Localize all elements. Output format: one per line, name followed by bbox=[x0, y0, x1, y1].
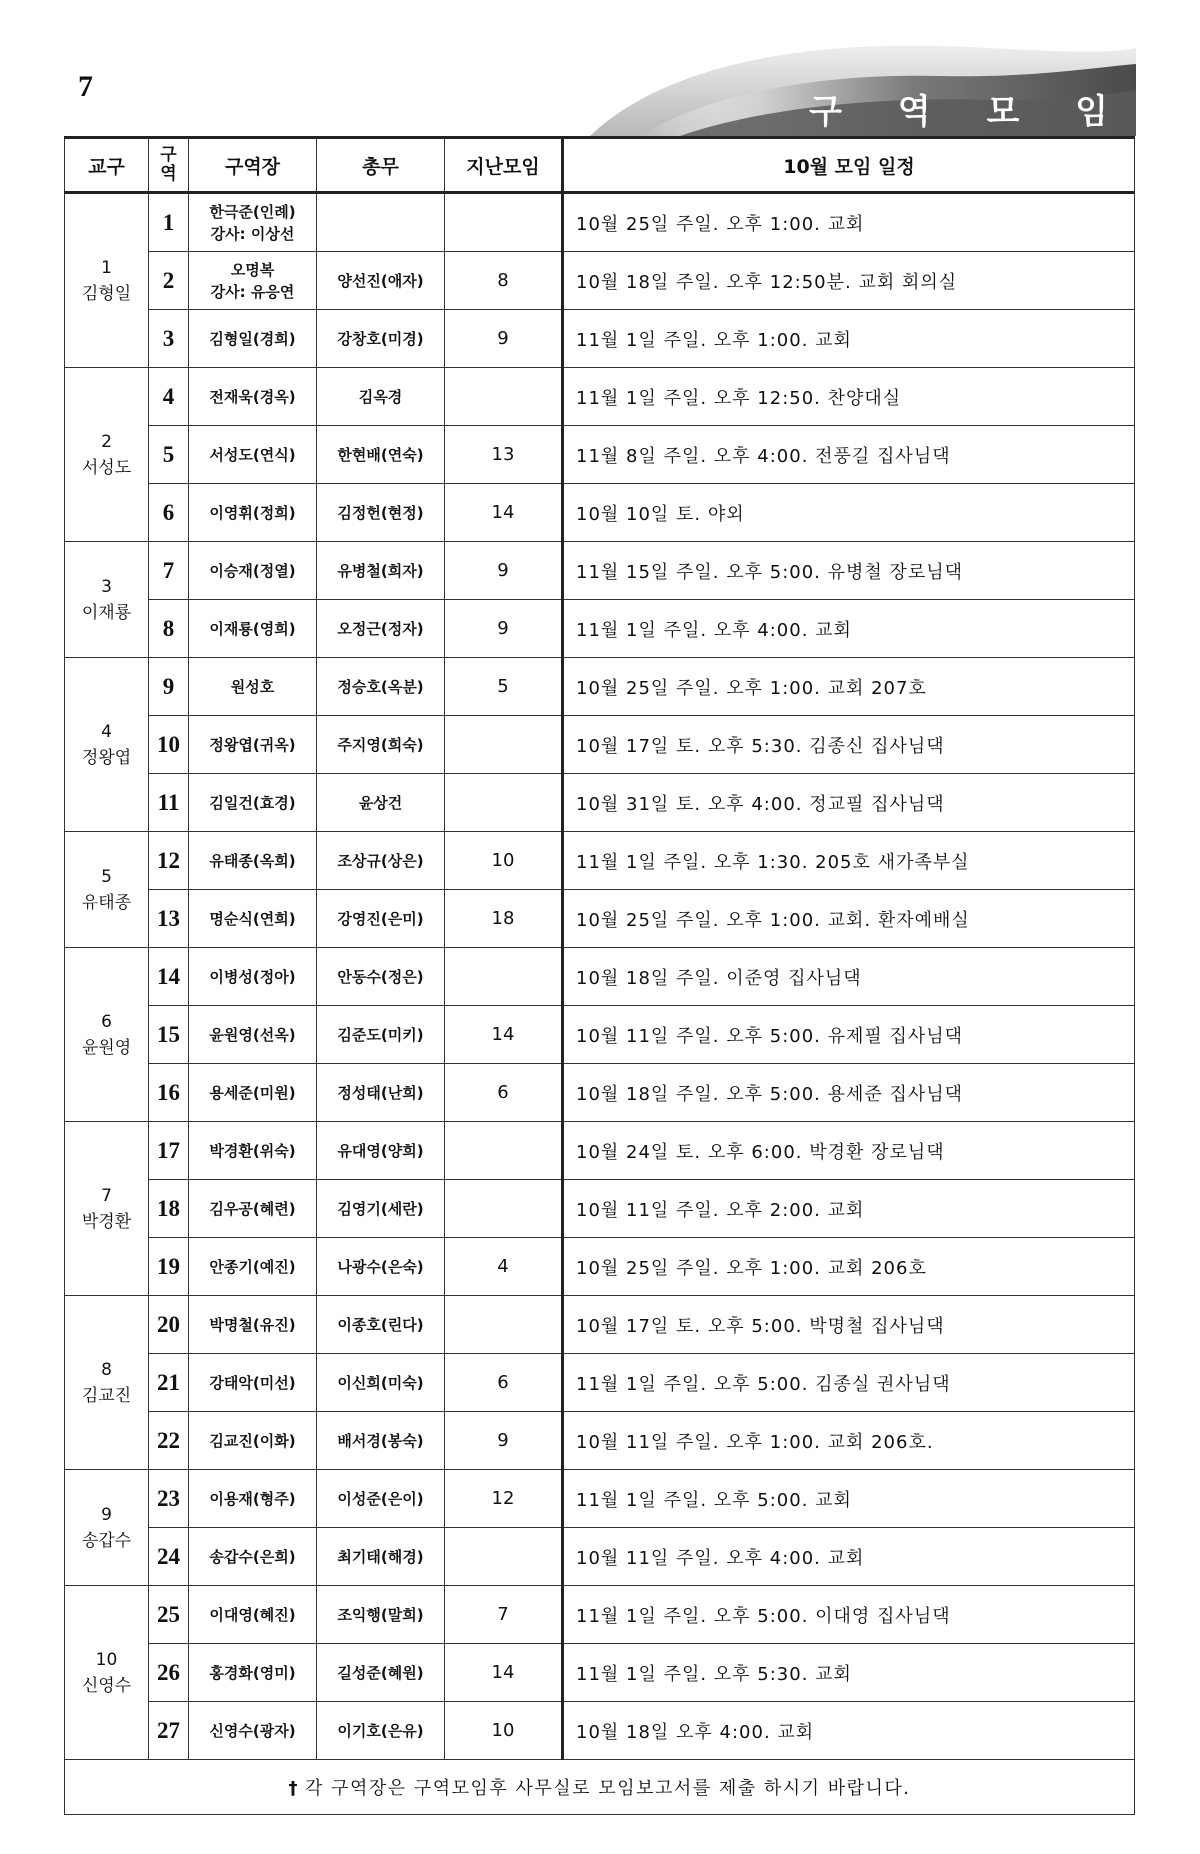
cell-group-schedule-table bbox=[64, 136, 1135, 1815]
leader-cell bbox=[189, 484, 317, 542]
last-meeting-cell bbox=[445, 948, 563, 1006]
leader-cell bbox=[189, 542, 317, 600]
leader-name: 이재룡(영희) bbox=[209, 619, 296, 638]
treasurer-cell: 조상규(상은) bbox=[317, 832, 445, 890]
footer-note-cell bbox=[65, 1760, 1135, 1815]
treasurer-cell: 정성태(난희) bbox=[317, 1064, 445, 1122]
last-meeting-cell: 9 bbox=[445, 310, 563, 368]
schedule-cell: 11월 1일 주일. 오후 5:00. 이대영 집사님댁 bbox=[563, 1586, 1135, 1644]
group-number: 27 bbox=[149, 1702, 189, 1760]
last-meeting-cell: 6 bbox=[445, 1064, 563, 1122]
last-meeting-cell bbox=[445, 1528, 563, 1586]
last-meeting-cell: 10 bbox=[445, 832, 563, 890]
table-row bbox=[65, 1064, 1135, 1122]
group-number: 8 bbox=[149, 600, 189, 658]
schedule-cell: 10월 18일 주일. 오후 5:00. 용세준 집사님댁 bbox=[563, 1064, 1135, 1122]
leader-cell bbox=[189, 368, 317, 426]
leader-cell bbox=[189, 1354, 317, 1412]
table-row bbox=[65, 1528, 1135, 1586]
leader-name: 원성호 bbox=[230, 677, 275, 696]
treasurer-cell: 오정근(정자) bbox=[317, 600, 445, 658]
leader-cell bbox=[189, 1238, 317, 1296]
district-cell bbox=[65, 1470, 149, 1586]
district-cell bbox=[65, 1296, 149, 1470]
last-meeting-cell bbox=[445, 1180, 563, 1238]
header-last-meeting: 지난모임 bbox=[445, 138, 563, 193]
group-number: 25 bbox=[149, 1586, 189, 1644]
leader-name: 용세준(미원) bbox=[209, 1083, 296, 1102]
leader-cell bbox=[189, 1006, 317, 1064]
schedule-cell: 11월 8일 주일. 오후 4:00. 전풍길 집사님댁 bbox=[563, 426, 1135, 484]
district-cell bbox=[65, 948, 149, 1122]
leader-name: 김형일(경희) bbox=[209, 329, 296, 348]
table-row bbox=[65, 716, 1135, 774]
leader-cell bbox=[189, 658, 317, 716]
schedule-cell: 10월 24일 토. 오후 6:00. 박경환 장로님댁 bbox=[563, 1122, 1135, 1180]
table-row bbox=[65, 658, 1135, 716]
leader-name: 이용재(형주) bbox=[209, 1489, 296, 1508]
district-number: 3 bbox=[101, 576, 112, 597]
treasurer-cell: 최기태(해경) bbox=[317, 1528, 445, 1586]
last-meeting-cell: 9 bbox=[445, 600, 563, 658]
last-meeting-cell: 5 bbox=[445, 658, 563, 716]
leader-cell bbox=[189, 832, 317, 890]
last-meeting-cell: 9 bbox=[445, 1412, 563, 1470]
district-pastor: 김교진 bbox=[81, 1385, 132, 1406]
treasurer-cell: 이기호(은유) bbox=[317, 1702, 445, 1760]
group-number: 17 bbox=[149, 1122, 189, 1180]
schedule-cell: 10월 11일 주일. 오후 4:00. 교회 bbox=[563, 1528, 1135, 1586]
group-number: 1 bbox=[149, 193, 189, 252]
schedule-cell: 10월 18일 주일. 이준영 집사님댁 bbox=[563, 948, 1135, 1006]
group-number: 16 bbox=[149, 1064, 189, 1122]
group-number: 9 bbox=[149, 658, 189, 716]
last-meeting-cell: 14 bbox=[445, 1006, 563, 1064]
treasurer-cell: 강영진(은미) bbox=[317, 890, 445, 948]
leader-name: 박명철(유진) bbox=[209, 1315, 296, 1334]
district-pastor: 박경환 bbox=[81, 1211, 132, 1232]
district-number: 6 bbox=[101, 1011, 112, 1032]
district-cell bbox=[65, 1122, 149, 1296]
leader-name: 전재욱(경옥) bbox=[209, 387, 296, 406]
group-number: 11 bbox=[149, 774, 189, 832]
leader-cell bbox=[189, 1296, 317, 1354]
last-meeting-cell: 4 bbox=[445, 1238, 563, 1296]
district-number: 8 bbox=[101, 1359, 112, 1380]
leader-name: 이대영(혜진) bbox=[209, 1605, 296, 1624]
leader-cell bbox=[189, 193, 317, 252]
district-cell bbox=[65, 832, 149, 948]
district-pastor: 이재룡 bbox=[81, 602, 132, 623]
table-row bbox=[65, 1412, 1135, 1470]
schedule-cell: 10월 11일 주일. 오후 1:00. 교회 206호. bbox=[563, 1412, 1135, 1470]
group-number: 12 bbox=[149, 832, 189, 890]
leader-cell bbox=[189, 310, 317, 368]
header-district: 교구 bbox=[65, 138, 149, 193]
group-number: 3 bbox=[149, 310, 189, 368]
table-row bbox=[65, 600, 1135, 658]
table-row bbox=[65, 1470, 1135, 1528]
table-row bbox=[65, 368, 1135, 426]
schedule-cell: 11월 1일 주일. 오후 1:00. 교회 bbox=[563, 310, 1135, 368]
schedule-cell: 10월 11일 주일. 오후 2:00. 교회 bbox=[563, 1180, 1135, 1238]
leader-name: 홍경화(영미) bbox=[209, 1663, 296, 1682]
district-pastor: 유태종 bbox=[81, 892, 132, 913]
leader-name: 오명복 bbox=[230, 260, 275, 279]
group-number: 22 bbox=[149, 1412, 189, 1470]
treasurer-cell: 유대영(양희) bbox=[317, 1122, 445, 1180]
treasurer-cell: 정승호(옥분) bbox=[317, 658, 445, 716]
header-leader: 구역장 bbox=[189, 138, 317, 193]
leader-cell bbox=[189, 1586, 317, 1644]
treasurer-cell: 김옥경 bbox=[317, 368, 445, 426]
schedule-cell: 10월 25일 주일. 오후 1:00. 교회. 환자예배실 bbox=[563, 890, 1135, 948]
last-meeting-cell: 6 bbox=[445, 1354, 563, 1412]
schedule-cell: 10월 11일 주일. 오후 5:00. 유제필 집사님댁 bbox=[563, 1006, 1135, 1064]
schedule-cell: 10월 25일 주일. 오후 1:00. 교회 207호 bbox=[563, 658, 1135, 716]
section-title: 구 역 모 임 bbox=[809, 92, 1130, 132]
last-meeting-cell bbox=[445, 1122, 563, 1180]
table-row bbox=[65, 1644, 1135, 1702]
schedule-cell: 11월 1일 주일. 오후 5:00. 교회 bbox=[563, 1470, 1135, 1528]
last-meeting-cell: 7 bbox=[445, 1586, 563, 1644]
leader-name: 안종기(예진) bbox=[209, 1257, 296, 1276]
table-row bbox=[65, 832, 1135, 890]
schedule-cell: 11월 15일 주일. 오후 5:00. 유병철 장로님댁 bbox=[563, 542, 1135, 600]
header-schedule: 10월 모임 일정 bbox=[563, 138, 1135, 193]
last-meeting-cell: 13 bbox=[445, 426, 563, 484]
table-row bbox=[65, 774, 1135, 832]
leader-name: 명순식(연희) bbox=[209, 909, 296, 928]
schedule-cell: 10월 31일 토. 오후 4:00. 정교필 집사님댁 bbox=[563, 774, 1135, 832]
cross-icon: † bbox=[288, 1778, 299, 1799]
district-number: 9 bbox=[101, 1504, 112, 1525]
district-number: 1 bbox=[101, 257, 112, 278]
treasurer-cell: 김영기(세란) bbox=[317, 1180, 445, 1238]
leader-name: 유태종(옥희) bbox=[209, 851, 296, 870]
treasurer-cell: 이종호(린다) bbox=[317, 1296, 445, 1354]
leader-name: 이영휘(정희) bbox=[209, 503, 296, 522]
schedule-cell: 11월 1일 주일. 오후 5:00. 김종실 권사님댁 bbox=[563, 1354, 1135, 1412]
leader-name: 서성도(연식) bbox=[209, 445, 296, 464]
last-meeting-cell bbox=[445, 774, 563, 832]
last-meeting-cell bbox=[445, 368, 563, 426]
district-pastor: 김형일 bbox=[81, 283, 132, 304]
table-row bbox=[65, 310, 1135, 368]
schedule-cell: 10월 25일 주일. 오후 1:00. 교회 206호 bbox=[563, 1238, 1135, 1296]
district-cell bbox=[65, 368, 149, 542]
treasurer-cell: 한현배(연숙) bbox=[317, 426, 445, 484]
group-number: 23 bbox=[149, 1470, 189, 1528]
treasurer-cell: 양선진(애자) bbox=[317, 252, 445, 310]
last-meeting-cell: 14 bbox=[445, 1644, 563, 1702]
header-treasurer: 총무 bbox=[317, 138, 445, 193]
leader-cell bbox=[189, 252, 317, 310]
leader-name: 정왕엽(귀옥) bbox=[209, 735, 296, 754]
schedule-cell: 11월 1일 주일. 오후 4:00. 교회 bbox=[563, 600, 1135, 658]
group-number: 26 bbox=[149, 1644, 189, 1702]
leader-cell bbox=[189, 1122, 317, 1180]
district-number: 7 bbox=[101, 1185, 112, 1206]
schedule-cell: 10월 18일 오후 4:00. 교회 bbox=[563, 1702, 1135, 1760]
leader-cell bbox=[189, 1470, 317, 1528]
leader-cell bbox=[189, 1180, 317, 1238]
group-number: 14 bbox=[149, 948, 189, 1006]
group-number: 10 bbox=[149, 716, 189, 774]
leader-name: 윤원영(선옥) bbox=[209, 1025, 296, 1044]
last-meeting-cell: 18 bbox=[445, 890, 563, 948]
last-meeting-cell: 14 bbox=[445, 484, 563, 542]
leader-name: 김일건(효경) bbox=[209, 793, 296, 812]
district-number: 5 bbox=[101, 866, 112, 887]
treasurer-cell: 조익행(말희) bbox=[317, 1586, 445, 1644]
treasurer-cell: 윤상건 bbox=[317, 774, 445, 832]
district-pastor: 신영수 bbox=[81, 1675, 132, 1696]
district-cell bbox=[65, 1586, 149, 1760]
group-number: 7 bbox=[149, 542, 189, 600]
table-row bbox=[65, 890, 1135, 948]
district-pastor: 서성도 bbox=[81, 457, 132, 478]
treasurer-cell bbox=[317, 193, 445, 252]
treasurer-cell: 주지영(희숙) bbox=[317, 716, 445, 774]
district-number: 10 bbox=[95, 1649, 118, 1670]
treasurer-cell: 유병철(희자) bbox=[317, 542, 445, 600]
leader-name: 강태악(미선) bbox=[209, 1373, 296, 1392]
table-row bbox=[65, 1006, 1135, 1064]
group-number: 15 bbox=[149, 1006, 189, 1064]
last-meeting-cell: 10 bbox=[445, 1702, 563, 1760]
treasurer-cell: 이신희(미숙) bbox=[317, 1354, 445, 1412]
treasurer-cell: 나광수(은숙) bbox=[317, 1238, 445, 1296]
table-row bbox=[65, 542, 1135, 600]
group-number: 5 bbox=[149, 426, 189, 484]
group-number: 24 bbox=[149, 1528, 189, 1586]
schedule-cell: 10월 18일 주일. 오후 12:50분. 교회 회의실 bbox=[563, 252, 1135, 310]
footer-note: 각 구역장은 구역모임후 사무실로 모임보고서를 제출 하시기 바랍니다. bbox=[304, 1778, 911, 1799]
table-row bbox=[65, 948, 1135, 1006]
footer-row bbox=[65, 1760, 1135, 1815]
leader-name: 박경환(위숙) bbox=[209, 1141, 296, 1160]
last-meeting-cell: 8 bbox=[445, 252, 563, 310]
schedule-cell: 10월 25일 주일. 오후 1:00. 교회 bbox=[563, 193, 1135, 252]
district-pastor: 정왕엽 bbox=[81, 747, 132, 768]
table-row bbox=[65, 1238, 1135, 1296]
district-cell bbox=[65, 658, 149, 832]
district-pastor: 송갑수 bbox=[81, 1530, 132, 1551]
last-meeting-cell bbox=[445, 193, 563, 252]
last-meeting-cell: 12 bbox=[445, 1470, 563, 1528]
group-number: 13 bbox=[149, 890, 189, 948]
leader-cell bbox=[189, 1644, 317, 1702]
leader-cell bbox=[189, 1412, 317, 1470]
last-meeting-cell bbox=[445, 1296, 563, 1354]
schedule-cell: 10월 10일 토. 야외 bbox=[563, 484, 1135, 542]
table-row bbox=[65, 1702, 1135, 1760]
group-number: 21 bbox=[149, 1354, 189, 1412]
leader-cell bbox=[189, 890, 317, 948]
table-row bbox=[65, 484, 1135, 542]
leader-name: 이승재(정열) bbox=[209, 561, 296, 580]
leader-cell bbox=[189, 600, 317, 658]
header-group: 구 역 bbox=[149, 138, 189, 193]
leader-cell bbox=[189, 716, 317, 774]
district-pastor: 윤원영 bbox=[81, 1037, 132, 1058]
district-number: 2 bbox=[101, 431, 112, 452]
leader-cell bbox=[189, 1528, 317, 1586]
table-row bbox=[65, 1122, 1135, 1180]
leader-name: 김우공(혜련) bbox=[209, 1199, 296, 1218]
group-number: 18 bbox=[149, 1180, 189, 1238]
table-row bbox=[65, 252, 1135, 310]
schedule-cell: 11월 1일 주일. 오후 5:30. 교회 bbox=[563, 1644, 1135, 1702]
leader-cell bbox=[189, 1702, 317, 1760]
treasurer-cell: 김정헌(현정) bbox=[317, 484, 445, 542]
leader-cell bbox=[189, 774, 317, 832]
leader-cell bbox=[189, 1064, 317, 1122]
leader-lecturer: 강사: 유응연 bbox=[210, 282, 295, 301]
district-cell bbox=[65, 542, 149, 658]
leader-cell bbox=[189, 426, 317, 484]
group-number: 6 bbox=[149, 484, 189, 542]
page-number: 7 bbox=[78, 70, 93, 103]
last-meeting-cell bbox=[445, 716, 563, 774]
schedule-cell: 10월 17일 토. 오후 5:00. 박명철 집사님댁 bbox=[563, 1296, 1135, 1354]
district-cell bbox=[65, 193, 149, 368]
treasurer-cell: 안동수(정은) bbox=[317, 948, 445, 1006]
table-body bbox=[65, 193, 1135, 1760]
table-row bbox=[65, 426, 1135, 484]
last-meeting-cell: 9 bbox=[445, 542, 563, 600]
leader-name: 송갑수(은희) bbox=[209, 1547, 296, 1566]
schedule-cell: 11월 1일 주일. 오후 1:30. 205호 새가족부실 bbox=[563, 832, 1135, 890]
treasurer-cell: 이성준(은이) bbox=[317, 1470, 445, 1528]
group-number: 19 bbox=[149, 1238, 189, 1296]
district-number: 4 bbox=[101, 721, 112, 742]
leader-name: 이병성(정아) bbox=[209, 967, 296, 986]
leader-lecturer: 강사: 이상선 bbox=[210, 224, 295, 243]
table-header-row bbox=[65, 138, 1135, 193]
treasurer-cell: 강창호(미경) bbox=[317, 310, 445, 368]
treasurer-cell: 배서경(봉숙) bbox=[317, 1412, 445, 1470]
table-row bbox=[65, 1180, 1135, 1238]
table-row bbox=[65, 1586, 1135, 1644]
schedule-cell: 11월 1일 주일. 오후 12:50. 찬양대실 bbox=[563, 368, 1135, 426]
leader-name: 신영수(광자) bbox=[209, 1721, 296, 1740]
treasurer-cell: 김준도(미키) bbox=[317, 1006, 445, 1064]
group-number: 2 bbox=[149, 252, 189, 310]
group-number: 20 bbox=[149, 1296, 189, 1354]
table-row bbox=[65, 1354, 1135, 1412]
table-row bbox=[65, 193, 1135, 252]
leader-name: 김교진(이화) bbox=[209, 1431, 296, 1450]
schedule-cell: 10월 17일 토. 오후 5:30. 김종신 집사님댁 bbox=[563, 716, 1135, 774]
treasurer-cell: 길성준(혜원) bbox=[317, 1644, 445, 1702]
group-number: 4 bbox=[149, 368, 189, 426]
leader-cell bbox=[189, 948, 317, 1006]
leader-name: 한극준(인례) bbox=[209, 202, 296, 221]
table-row bbox=[65, 1296, 1135, 1354]
